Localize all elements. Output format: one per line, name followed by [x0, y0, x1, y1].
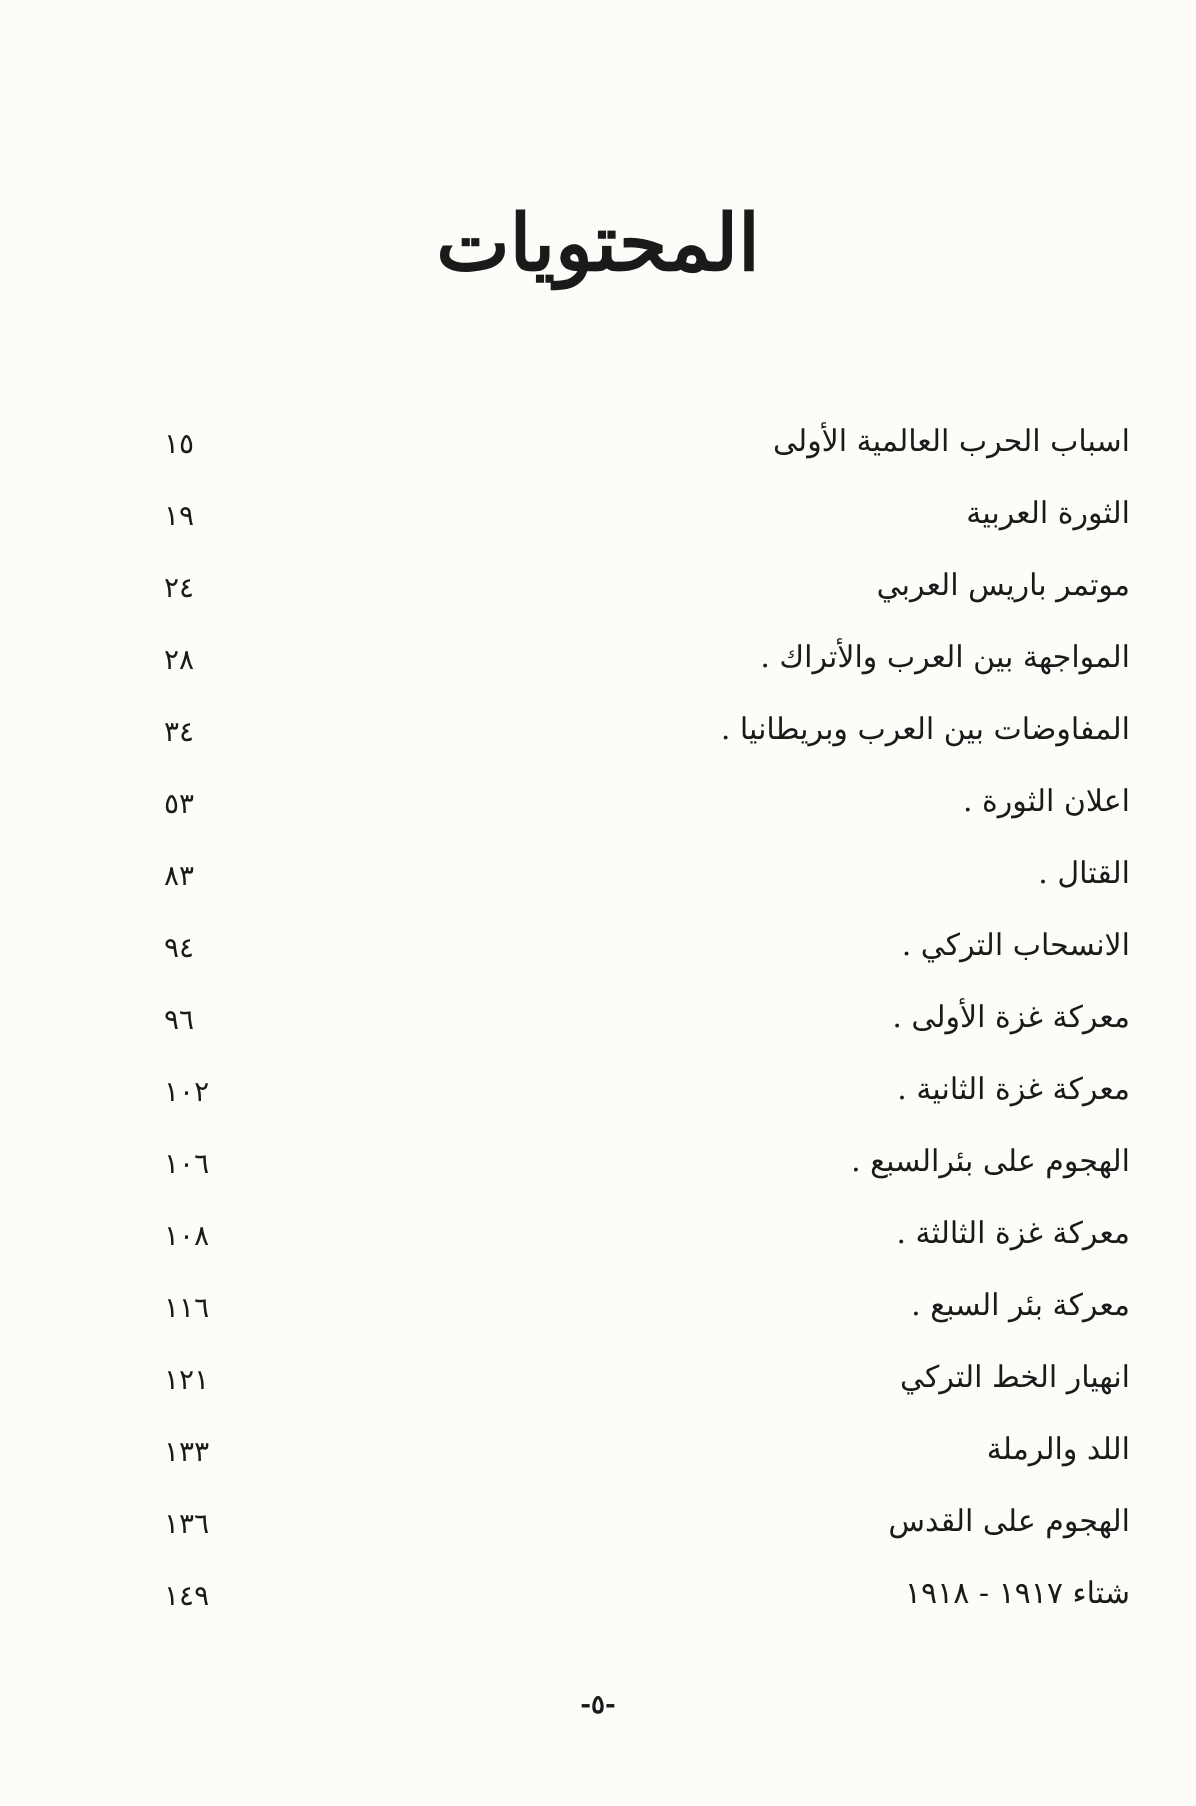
toc-page-number: ٩٤ [164, 931, 195, 964]
toc-entry-title: معركة غزة الثالثة . [896, 1216, 1130, 1251]
toc-row [150, 924, 1130, 996]
toc-row [150, 708, 1130, 780]
page-number-footer: -٥- [580, 1690, 616, 1720]
toc-entry-title: معركة غزة الأولى . [892, 1000, 1130, 1035]
toc-row [150, 492, 1130, 564]
toc-entry-title: القتال . [1038, 856, 1130, 891]
toc-row [150, 1500, 1130, 1572]
toc-entry-title: الهجوم على بئرالسبع . [851, 1144, 1130, 1179]
toc-entry-title: المفاوضات بين العرب وبريطانيا . [720, 712, 1130, 747]
toc-row [150, 564, 1130, 636]
toc-page-number: ١٠٢ [164, 1075, 210, 1108]
toc-entry-title: اسباب الحرب العالمية الأولى [773, 424, 1130, 459]
toc-page-number: ١٤٩ [164, 1579, 210, 1612]
toc-row [150, 996, 1130, 1068]
toc-entry-title: شتاء ١٩١٧ - ١٩١٨ [904, 1576, 1130, 1611]
toc-entry-title: المواجهة بين العرب والأتراك . [760, 640, 1130, 675]
toc-row [150, 1284, 1130, 1356]
toc-page-number: ١٥ [164, 427, 195, 460]
toc-page-number: ٥٣ [164, 787, 195, 820]
toc-row [150, 636, 1130, 708]
toc-row [150, 1140, 1130, 1212]
toc-page-number: ٣٤ [164, 715, 195, 748]
toc-row [150, 1212, 1130, 1284]
toc-entry-title: الانسحاب التركي . [901, 928, 1130, 963]
toc-row [150, 852, 1130, 924]
toc-entry-title: انهيار الخط التركي [900, 1360, 1130, 1395]
toc-entry-title: معركة غزة الثانية . [897, 1072, 1130, 1107]
table-of-contents [150, 420, 1130, 1644]
toc-row [150, 420, 1130, 492]
toc-entry-title: الهجوم على القدس [888, 1504, 1130, 1539]
toc-page-number: ٢٤ [164, 571, 195, 604]
toc-page-number: ٢٨ [164, 643, 195, 676]
toc-page-number: ١٠٦ [164, 1147, 210, 1180]
toc-entry-title: معركة بئر السبع . [911, 1288, 1130, 1323]
toc-page-number: ١١٦ [164, 1291, 210, 1324]
page-title: المحتويات [436, 198, 760, 289]
toc-page-number: ٨٣ [164, 859, 195, 892]
toc-row [150, 1572, 1130, 1644]
toc-entry-title: موتمر باريس العربي [876, 568, 1130, 603]
toc-page-number: ١٩ [164, 499, 195, 532]
toc-page-number: ١٣٦ [164, 1507, 210, 1540]
toc-entry-title: اعلان الثورة . [962, 784, 1130, 819]
toc-entry-title: اللد والرملة [986, 1432, 1130, 1467]
toc-page-number: ٩٦ [164, 1003, 195, 1036]
toc-entry-title: الثورة العربية [966, 496, 1130, 531]
toc-page-number: ١٢١ [164, 1363, 210, 1396]
toc-row [150, 1356, 1130, 1428]
toc-row [150, 1068, 1130, 1140]
toc-row [150, 780, 1130, 852]
toc-page-number: ١٠٨ [164, 1219, 210, 1252]
toc-page-number: ١٣٣ [164, 1435, 210, 1468]
toc-row [150, 1428, 1130, 1500]
